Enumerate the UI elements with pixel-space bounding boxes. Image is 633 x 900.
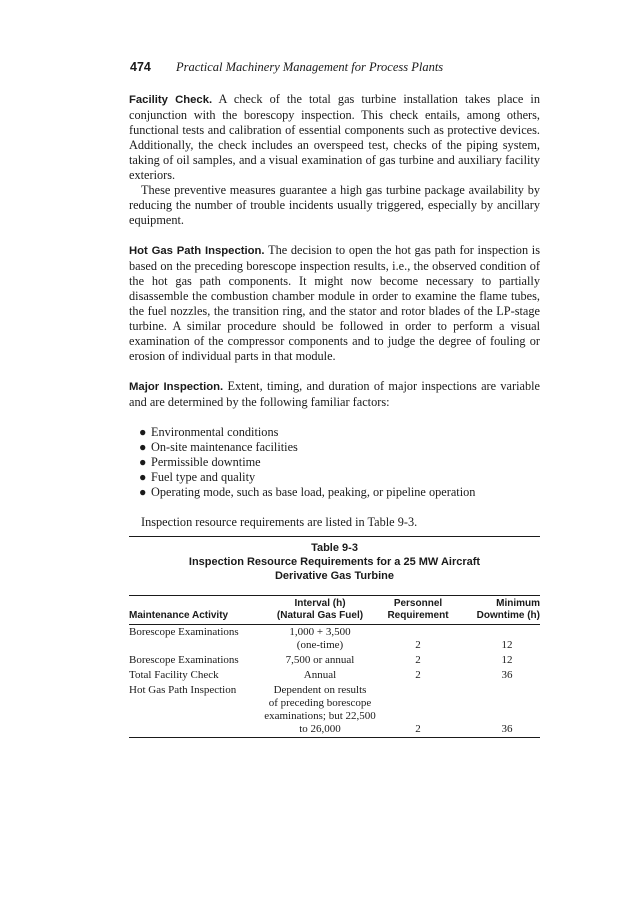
book-title: Practical Machinery Management for Process Plants (175, 60, 444, 74)
col-header-activity: Maintenance Activity (129, 610, 229, 621)
col-header-personnel: Personnel Requirement (387, 598, 449, 621)
bullet-icon: ● (139, 425, 147, 439)
data-table (129, 596, 540, 737)
table-caption (129, 541, 540, 583)
col-header-interval: Interval (h) (Natural Gas Fuel) (276, 598, 364, 621)
running-header (130, 60, 443, 75)
bullet-icon: ● (139, 470, 147, 484)
list-item: ● On-site maintenance facilities (139, 440, 298, 454)
hot-gas-path-text: The decision to open the hot gas path for inspection is based on the preceding borescope inspection results, i.e., the observed condition of the hot gas path components. It might now become necessary to partially disassemble the combustion chamber module in order to examine the flame tubes, the fuel nozzles, the transition ring, and the stator and rotor blades of the LP-stage turbine. A similar procedure should be followed in order to perform a visual examination of the compressor components and to judge the degree of fouling or erosion of individual parts in that module. (129, 243, 540, 363)
page-number: 474 (130, 60, 151, 74)
table-bottom-rule (129, 737, 540, 738)
table-row: Total Facility Check Annual 2 36 (129, 669, 513, 681)
table-row: Borescope Examinations 1,000 + 3,500 (one-time) 2 12 (129, 626, 513, 651)
table-title-line-2: Derivative Gas Turbine (274, 570, 394, 582)
bullet-icon: ● (139, 455, 147, 469)
list-item: ● Operating mode, such as base load, peaking, or pipeline operation (139, 485, 476, 499)
major-inspection-heading: Major Inspection. (129, 381, 224, 393)
hot-gas-path-heading: Hot Gas Path Inspection. (129, 245, 265, 257)
bullet-icon: ● (139, 485, 147, 499)
table-row: Borescope Examinations 7,500 or annual 2 12 (129, 654, 513, 666)
facility-check-text: A check of the total gas turbine installation takes place in conjunction with the borescopy inspection. This check entails, among others, functional tests and calibration of essential components such as protective devices. Additionally, the check includes an overspeed test, checks of the piping system, taking of oil samples, and a visual examination of gas turbine and auxiliary facility exteriors. (129, 92, 540, 182)
resource-table (129, 536, 540, 738)
preventive-measures-paragraph: These preventive measures guarantee a high gas turbine package availability by reducing the number of trouble incidents usually triggered, especially by ancillary equipment. (129, 183, 540, 227)
table-title-line-1: Inspection Resource Requirements for a 25 MW Aircraft (188, 556, 481, 568)
list-item: ● Environmental conditions (139, 425, 279, 439)
bullet-icon: ● (139, 440, 147, 454)
table-number: Table 9-3 (311, 542, 358, 554)
table-header-row (129, 596, 540, 624)
facility-check-paragraph (129, 92, 540, 183)
list-item: ● Permissible downtime (139, 455, 261, 469)
table-row: Hot Gas Path Inspection Dependent on results of preceding borescope examinations; but 22,500 to 26,000 2 36 (129, 684, 513, 735)
major-inspection-text: Extent, timing, and duration of major inspections are variable and are determined by the following familiar factors: (129, 379, 540, 409)
list-item: ● Fuel type and quality (139, 470, 256, 484)
table-reference-sentence: Inspection resource requirements are listed in Table 9-3. (141, 515, 418, 529)
col-header-downtime: Minimum Downtime (h) (476, 598, 540, 621)
hot-gas-path-paragraph (129, 243, 540, 364)
factor-list (129, 425, 540, 500)
major-inspection-paragraph (129, 379, 540, 410)
table-top-rule (129, 536, 540, 537)
facility-check-heading: Facility Check. (129, 94, 213, 106)
body-text (129, 92, 540, 530)
